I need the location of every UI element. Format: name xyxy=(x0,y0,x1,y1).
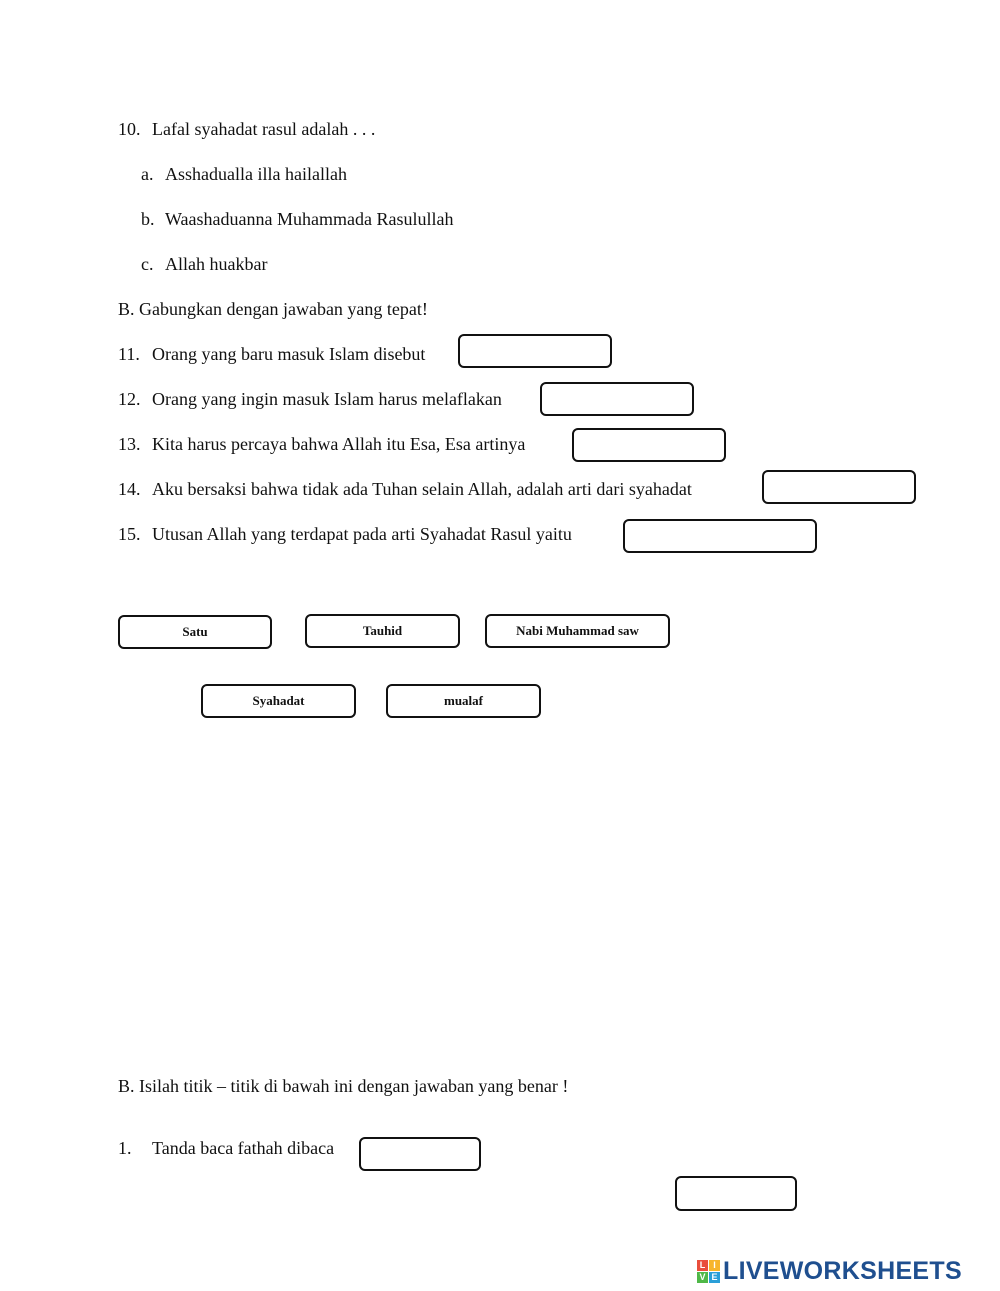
question-14 xyxy=(118,478,692,500)
answer-drop-box-13[interactable] xyxy=(572,428,726,462)
question-number: 15. xyxy=(118,524,141,544)
option-text: Asshadualla illa hailallah xyxy=(165,164,347,184)
logo-tile-l: L xyxy=(697,1260,708,1271)
question-number: 13. xyxy=(118,434,141,454)
question-text: Orang yang ingin masuk Islam harus melaflakan xyxy=(152,389,502,409)
question-number: 12. xyxy=(118,389,141,409)
option-text: Allah huakbar xyxy=(165,254,268,274)
answer-chip-nabi-muhammad[interactable]: Nabi Muhammad saw xyxy=(485,614,670,648)
answer-chip-satu[interactable]: Satu xyxy=(118,615,272,649)
section-heading-match: B. Gabungkan dengan jawaban yang tepat! xyxy=(118,299,428,319)
logo-tile-e: E xyxy=(709,1272,720,1283)
option-c xyxy=(141,253,267,275)
answer-drop-box-12[interactable] xyxy=(540,382,694,416)
option-letter: a. xyxy=(141,164,154,184)
answer-chip-syahadat[interactable]: Syahadat xyxy=(201,684,356,718)
question-text: Kita harus percaya bahwa Allah itu Esa, Esa artinya xyxy=(152,434,526,454)
option-a xyxy=(141,163,347,185)
option-b xyxy=(141,208,453,230)
answer-chip-tauhid[interactable]: Tauhid xyxy=(305,614,460,648)
question-12 xyxy=(118,388,502,410)
question-text: Utusan Allah yang terdapat pada arti Syahadat Rasul yaitu xyxy=(152,524,572,544)
answer-drop-box-14[interactable] xyxy=(762,470,916,504)
question-13 xyxy=(118,433,525,455)
logo-tile-i: I xyxy=(709,1260,720,1271)
section-heading-fill: B. Isilah titik – titik di bawah ini dengan jawaban yang benar ! xyxy=(118,1076,569,1096)
question-number: 1. xyxy=(118,1138,132,1158)
option-text: Waashaduanna Muhammada Rasulullah xyxy=(165,209,454,229)
option-letter: c. xyxy=(141,254,154,274)
question-text: Lafal syahadat rasul adalah . . . xyxy=(152,119,376,139)
question-text: Tanda baca fathah dibaca xyxy=(152,1138,335,1158)
question-11 xyxy=(118,343,425,365)
logo-text: LIVEWORKSHEETS xyxy=(723,1256,962,1285)
answer-drop-box-11[interactable] xyxy=(458,334,612,368)
option-letter: b. xyxy=(141,209,155,229)
question-number: 14. xyxy=(118,479,141,499)
question-text: Aku bersaksi bahwa tidak ada Tuhan selain Allah, adalah arti dari syahadat xyxy=(152,479,692,499)
liveworksheets-logo xyxy=(697,1257,962,1285)
answer-drop-box-15[interactable] xyxy=(623,519,817,553)
answer-input-fill-1[interactable] xyxy=(359,1137,481,1171)
logo-tile-v: V xyxy=(697,1272,708,1283)
question-number: 11. xyxy=(118,344,140,364)
fill-question-1 xyxy=(118,1137,334,1159)
answer-chip-mualaf[interactable]: mualaf xyxy=(386,684,541,718)
question-text: Orang yang baru masuk Islam disebut xyxy=(152,344,426,364)
logo-tiles xyxy=(697,1260,720,1283)
answer-input-fill-2[interactable] xyxy=(675,1176,797,1211)
question-15 xyxy=(118,523,572,545)
question-10 xyxy=(118,118,375,140)
question-number: 10. xyxy=(118,119,141,139)
